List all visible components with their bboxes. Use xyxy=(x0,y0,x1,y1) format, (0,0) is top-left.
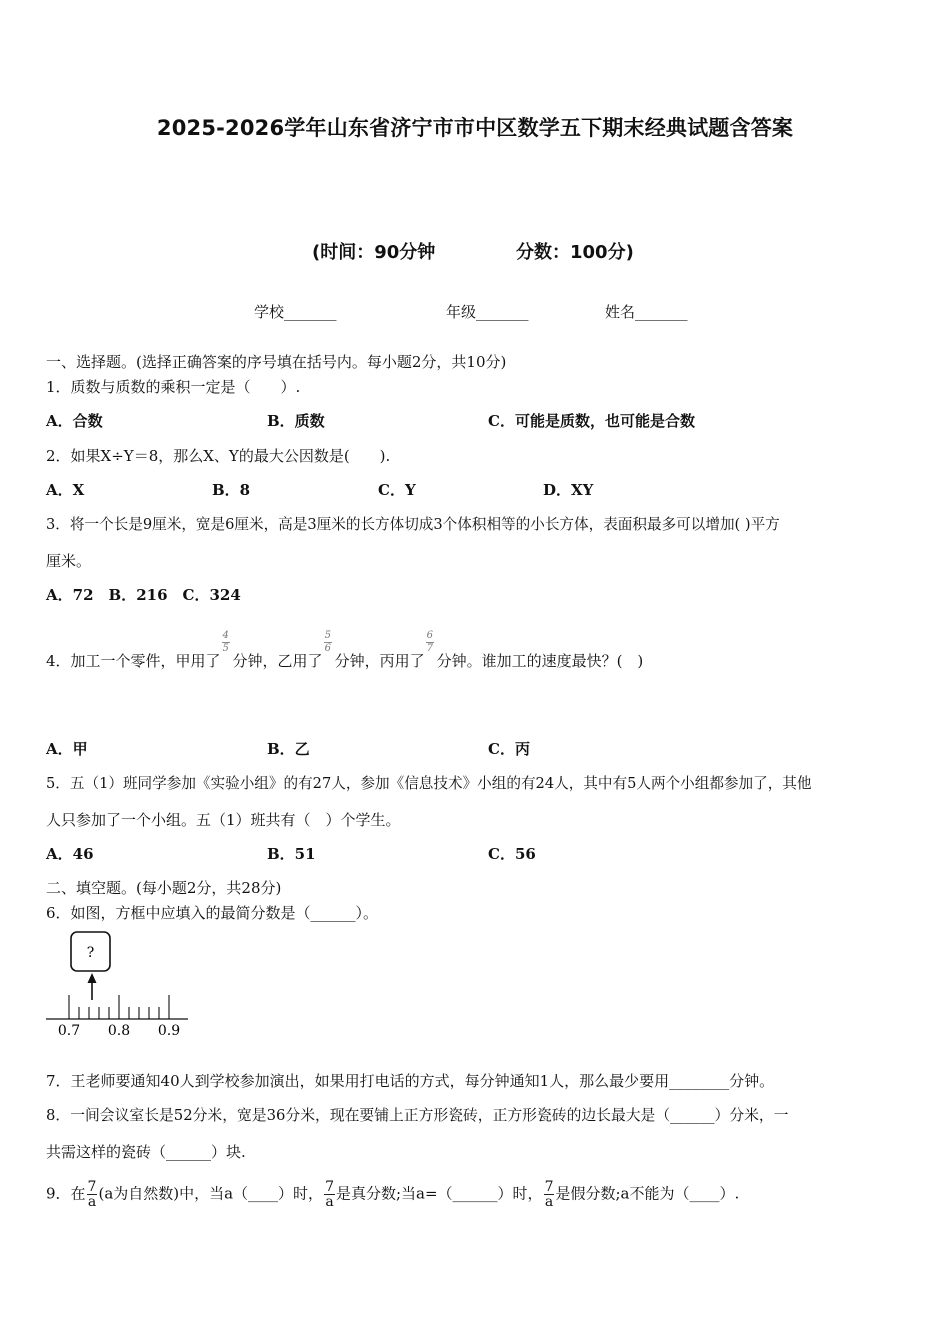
q5-stem-line2: 人只参加了一个小组。五（1）班共有（ ）个学生。 xyxy=(46,811,401,829)
q8-stem-line1: 8．一间会议室长是52分米，宽是36分米，现在要铺上正方形瓷砖，正方形瓷砖的边长最大是（______）分米，一 xyxy=(46,1107,789,1124)
q3-stem-line2: 厘米。 xyxy=(46,552,92,570)
q4-text-c: 分钟，丙用了 xyxy=(334,652,425,670)
q4-text-a: 4．加工一个零件，甲用了 xyxy=(46,652,221,670)
q1-stem: 1．质数与质数的乘积一定是（ ）. xyxy=(46,378,301,396)
q9-text-d: 是假分数;a不能为（____）. xyxy=(555,1184,740,1203)
section1-heading: 一、选择题。(选择正确答案的序号填在括号内。每小题2分，共10分) xyxy=(46,353,507,371)
q8-stem-line2: 共需这样的瓷砖（______）块. xyxy=(46,1143,246,1161)
q2-option-c: C．Y xyxy=(378,481,416,499)
q9-text-a: 9．在 xyxy=(46,1184,86,1203)
score-label: 分数：100分) xyxy=(516,242,634,263)
q2-option-d: D．XY xyxy=(543,481,594,499)
time-label: (时间：90分钟 xyxy=(312,242,436,263)
q2-stem: 2．如果X÷Y＝8，那么X、Y的最大公因数是( ). xyxy=(46,447,391,465)
fraction-jia: $\frac{4}{5}$ xyxy=(222,630,229,654)
q4-text-d: 分钟。谁加工的速度最快？( ) xyxy=(436,652,644,670)
q2-option-b: B．8 xyxy=(212,481,251,499)
q1-option-b: B．质数 xyxy=(267,412,325,430)
q4-option-a: A．甲 xyxy=(46,740,88,758)
q5-stem-line1: 5．五（1）班同学参加《实验小组》的有27人，参加《信息技术》小组的有24人，其中有5人两个小组都参加了，其他 xyxy=(46,775,812,792)
q1-option-a: A．合数 xyxy=(46,412,103,430)
q9-text-c: 是真分数;当a=（______）时， xyxy=(335,1184,543,1203)
q1-option-c: C．可能是质数，也可能是合数 xyxy=(488,412,695,430)
section2-heading: 二、填空题。(每小题2分，共28分) xyxy=(46,879,282,897)
q5-option-a: A．46 xyxy=(46,845,94,863)
q4-stem xyxy=(46,630,644,671)
fraction-yi: $\frac{5}{6}$ xyxy=(324,630,331,654)
document-title: 2025-2026学年山东省济宁市市中区数学五下期末经典试题含答案 xyxy=(156,116,794,140)
q4-option-b: B．乙 xyxy=(267,740,310,758)
question-mark: ? xyxy=(86,945,95,961)
q3-stem-line1: 3．将一个长是9厘米，宽是6厘米，高是3厘米的长方体切成3个体积相等的小长方体，表面积最多可以增加( )平方 xyxy=(46,516,780,533)
grade-field: 年级_______ xyxy=(446,303,529,321)
q9-stem xyxy=(46,1180,739,1209)
number-line-ticks xyxy=(69,995,169,1019)
tick-label-0-9: 0.9 xyxy=(157,1023,181,1039)
fraction-7-over-a: $\frac{7}{a}$ xyxy=(544,1179,554,1210)
q6-stem: 6．如图，方框中应填入的最简分数是（______）。 xyxy=(46,904,379,922)
q3-options: A．72 B．216 C．324 xyxy=(46,586,241,604)
fraction-7-over-a: $\frac{7}{a}$ xyxy=(87,1179,97,1210)
tick-label-0-8: 0.8 xyxy=(107,1023,131,1039)
q2-option-a: A．X xyxy=(46,481,85,499)
name-field: 姓名_______ xyxy=(605,303,688,321)
number-line-figure xyxy=(40,928,200,1040)
q7-stem: 7．王老师要通知40人到学校参加演出，如果用打电话的方式，每分钟通知1人，那么最少要用________分钟。 xyxy=(46,1072,775,1090)
arrow-up-icon xyxy=(88,973,97,983)
q4-text-b: 分钟，乙用了 xyxy=(232,652,323,670)
school-field: 学校_______ xyxy=(254,303,337,321)
fraction-7-over-a: $\frac{7}{a}$ xyxy=(325,1179,334,1210)
q5-option-b: B．51 xyxy=(267,845,316,863)
q4-option-c: C．丙 xyxy=(488,740,530,758)
q5-option-c: C．56 xyxy=(488,845,536,863)
tick-label-0-7: 0.7 xyxy=(57,1023,81,1039)
q9-text-b: (a为自然数)中，当a（____）时， xyxy=(98,1184,324,1203)
fraction-bing: $\frac{6}{7}$ xyxy=(426,630,433,654)
